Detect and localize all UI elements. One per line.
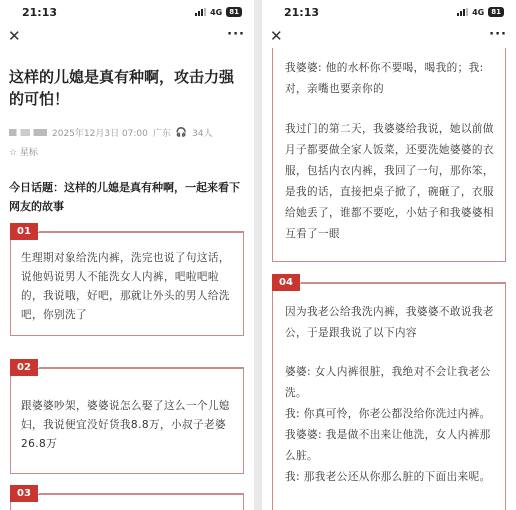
story-card-04 (272, 277, 506, 510)
more-options-icon[interactable]: ··· (489, 27, 507, 42)
card-divider (39, 493, 244, 494)
card-number: 04 (272, 274, 300, 291)
headphones-icon: 🎧 (175, 127, 188, 138)
status-bar (0, 0, 254, 26)
listener-count: 34人 (192, 129, 213, 139)
battery-icon: 81 (226, 7, 242, 17)
network-label: 4G (210, 7, 223, 17)
signal-icon (195, 8, 206, 16)
card-number: 03 (10, 485, 38, 502)
network-label: 4G (472, 7, 485, 17)
card-text: 生理期对象给洗内裤，洗完也说了句这话，说他妈说男人不能洗女人内裤，吧啦吧啦的，我说哦，好吧，那就让外头的男人给洗吧，你别洗了 (21, 252, 230, 321)
signal-icon (457, 8, 468, 16)
paragraph: 因为我老公给我洗内裤，我婆婆不敢说我老公，于是跟我说了以下内容 (285, 306, 494, 339)
paragraph: 我婆婆: 我是做不出来让他洗，女人内裤那么脏。 (285, 429, 491, 462)
story-card-02 (10, 362, 244, 474)
close-icon[interactable]: ✕ (8, 27, 21, 45)
article-screen-right (262, 0, 516, 510)
paragraph: 婆婆: 女人内裤很脏，我绝对不会让我老公洗。 (285, 366, 491, 399)
nav-bar (0, 26, 254, 54)
status-time: 21:13 (22, 6, 58, 19)
publish-date: 2025年12月3日 07:00 (52, 129, 148, 139)
star-button[interactable]: ☆ 星标 (9, 148, 38, 158)
close-icon[interactable]: ✕ (270, 27, 283, 45)
author-name-blurred[interactable] (9, 129, 47, 136)
card-number: 02 (10, 359, 38, 376)
story-card-01 (10, 226, 244, 336)
card-divider (39, 231, 244, 232)
card-divider (301, 282, 506, 283)
battery-icon: 81 (488, 7, 504, 17)
status-bar (262, 0, 516, 26)
article-title: 这样的儿媳是真有种啊，攻击力强的可怕！ (9, 68, 235, 108)
article-screen-left (0, 0, 254, 510)
story-card-03-continued (272, 48, 506, 262)
status-time: 21:13 (284, 6, 320, 19)
card-divider (39, 367, 244, 368)
publish-location: 广东 (152, 129, 171, 139)
more-options-icon[interactable]: ··· (227, 27, 245, 42)
paragraph: 我婆婆: 他的水杯你不要喝，喝我的；我: 对，亲嘴也要亲你的 (285, 62, 484, 95)
story-card-03 (10, 488, 244, 510)
paragraph: 我: 你真可怜，你老公都没给你洗过内裤。 (285, 408, 491, 420)
status-icons (195, 7, 242, 17)
paragraph: 我过门的第二天，我婆婆给我说，她以前做月子都要做全家人饭菜，还要洗她婆婆的衣服，包括内衣内裤，我回了一句，那你笨，是我的话，直接把桌子掀了，碗砸了，衣服给她丢了，谁都不要吃，小姑子和我婆婆相互看了一眼 (285, 123, 494, 240)
card-text: 跟婆婆吵架，婆婆说怎么娶了这么一个儿媳妇，我说便宜没好货我8.8万，小叔子老婆26.8万 (21, 400, 230, 450)
paragraph: 我: 那我老公还从你那么脏的下面出来呢。 (285, 471, 491, 483)
card-number: 01 (10, 223, 38, 240)
status-icons (457, 7, 504, 17)
article-meta (0, 126, 254, 139)
topic-heading: 今日话题：这样的儿媳是真有种啊，一起来看下网友的故事 (9, 181, 240, 213)
